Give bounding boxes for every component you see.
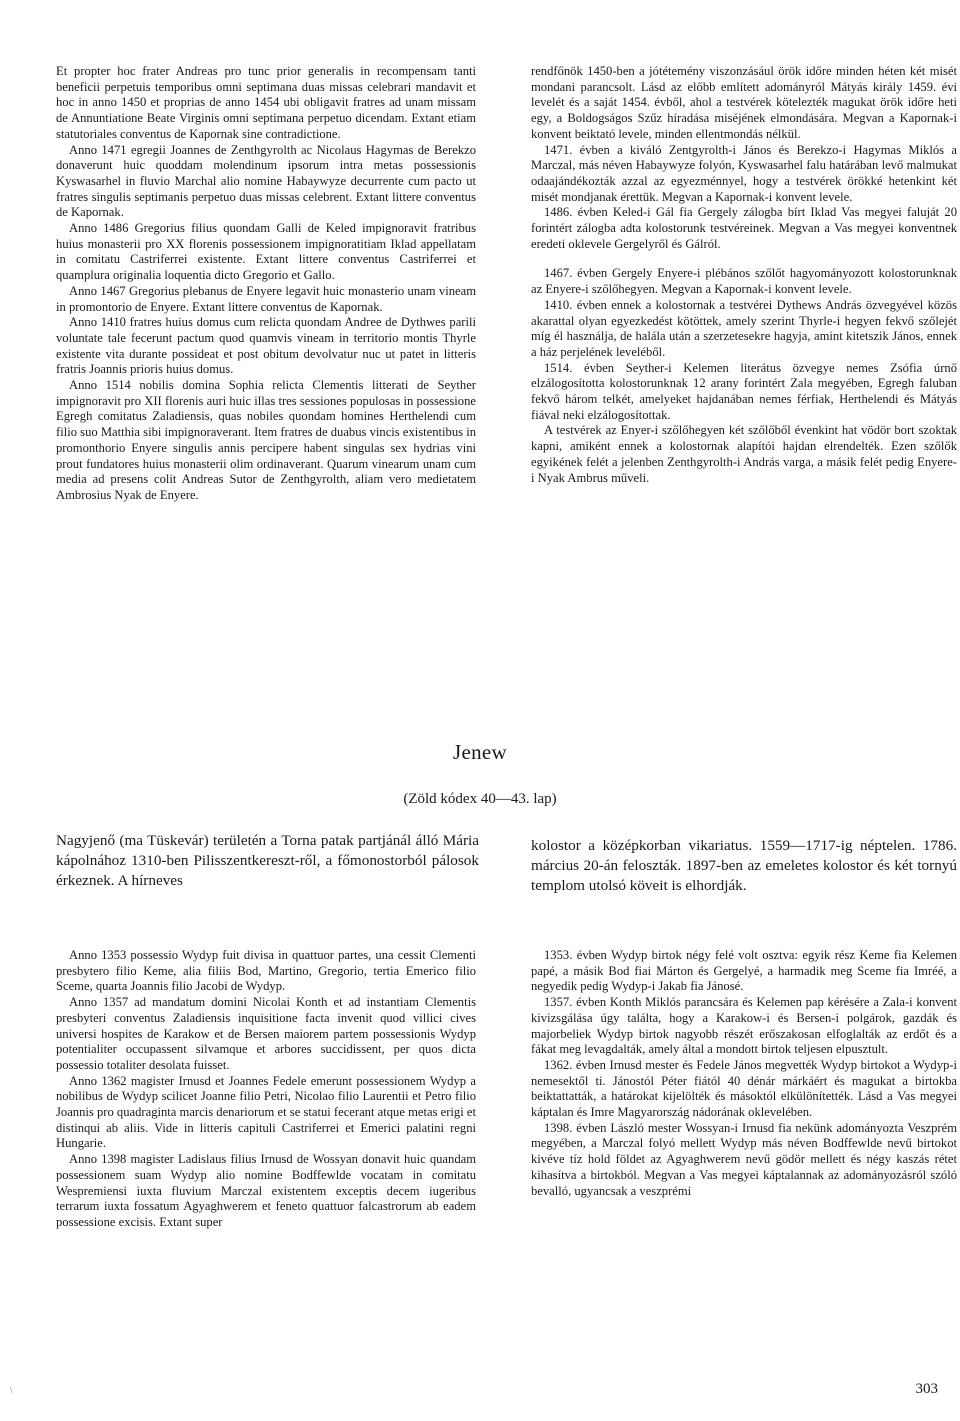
intro-right xyxy=(531,836,957,897)
latin-column-top xyxy=(56,64,476,504)
latin-paragraph: Anno 1410 fratres huius domus cum relicta quondam Andree de Dythwes parili voluntate tale fecerunt pactum quod quamvis vineam in territorio montis Thyrle existente vita durante possideat et post obitum devolvatur nuc ut patet in litteris fratris Joannis prioris huius domus. xyxy=(56,315,476,377)
hungarian-paragraph: 1357. évben Konth Miklós parancsára és Kelemen pap kérésére a Zala-i konvent kivizsgálása úgy találta, hogy a Karakow-i és Bersen-i polgárok, gazdák és majorbeliek Wydyp birtok nagyobb részét erőszakosan elfoglalták az erdőt és a fákat meg levagdalták, amely által a mondott birtok teljesen elpusztult. xyxy=(531,995,957,1057)
hungarian-paragraph: 1410. évben ennek a kolostornak a testvérei Dythews András özvegyével közös akarattal olyan egyezkedést kötöttek, amely szerint Thyrle-i hegyen fekvő szőlejét míg él használja, de halála után a szerzetesekre hagyja, amint kitetszik János, ennek a ház perjelének leveléből. xyxy=(531,297,957,359)
latin-paragraph: Anno 1486 Gregorius filius quondam Galli de Keled impignoravit fratribus huius monasterii pro XX florenis possessionem impignoratitiam Iklad appellatam in comitatu Castriferrei existente. Extant littere conventus Castriferrei et quamplura originalia loquentia dicto Gregorio et Gallo. xyxy=(56,221,476,283)
latin-paragraph: Anno 1357 ad mandatum domini Nicolai Konth et ad instantiam Clementis presbyteri conventus Zaladiensis inquisitione facta invenit quod villici cives universi hospites de Karakow et de Bersen maiorem partem possessionis Wydyp potentialiter occupassent silvamque et arbores succidissent, per quos dicta possessio totaliter desolata fuisset. xyxy=(56,995,476,1072)
hungarian-paragraph: A testvérek az Enyer-i szőlőhegyen két szőlőből évenkint hat vödör bort szoktak kapni, amiként ennek a kolostornak alapítói hajdan elrendelték. Ezen szőlők egyikének felét a jelenben Zenthgyrolth-i András varga, a másik felét pedig Enyere-i Nyak Ambrus műveli. xyxy=(531,423,957,485)
intro-left-text: Nagyjenő (ma Tüskevár) területén a Torna patak partjánál álló Mária kápolnához 1310-ben Pilisszentkereszt-ről, a főmonostorból pálosok érkeznek. A hírneves xyxy=(56,832,479,890)
hungarian-paragraph: 1362. évben Irnusd mester és Fedele János megvették Wydyp birtokot a Wydyp-i nemesektől ti. Jánostól Péter fiától 40 dénár márkáért és magukat a birtokba beiktattatták, a határokat kijelölték és másoktól elkülönítették. Lásd a Vas megyei káptalan és Imre Magyarország nádorának oklevelében. xyxy=(531,1057,957,1120)
section-subtitle: (Zöld kódex 40—43. lap) xyxy=(403,791,557,807)
hungarian-column-top xyxy=(531,64,957,486)
latin-paragraph: Anno 1514 nobilis domina Sophia relicta Clementis litterati de Seyther impignoravit pro XII florenis auri huic illas tres sessiones populosas in possessione Egregh comitatus Zaladiensis, quas nobiles quondam homines Herthelendi cum filio suo Matthia sibi impignoraverant. Item fratres de duabus vincis existentibus in promonthorio Enyere singulis annis percipere habent singulas sex hydrias vini prout fundatores huius monasterii olim ordinaverant. Quarum vinearum unam cum media ad presens colit Andreas Sutor de Zenthgyrolth, aliam vero medietatem Ambrosius Nyak de Enyere. xyxy=(56,378,476,502)
hungarian-paragraph: 1471. évben a kiváló Zentgyrolth-i János és Berekzo-i Hagymas Miklós a Marczal, más néven Habaywyze folyón, Kyswasarhel falu határában levő malmukat odaajándékozták azzal az egyezménnyel, hogy a testvérek örökké hetenkint két misét mondjanak érettük. Megvan a Kapornak-i konvent levele. xyxy=(531,142,957,204)
latin-paragraph: Anno 1467 Gregorius plebanus de Enyere legavit huic monasterio unam vineam in promontorio de Enyere. Extant littere conventus de Kapornak. xyxy=(56,283,476,314)
latin-paragraph: Anno 1471 egregii Joannes de Zenthgyrolth ac Nicolaus Hagymas de Berekzo donaverunt huic quoddam molendinum ipsorum intra metas possessionis Kyswasarhel in fluvio Marchal alio nomine Habaywyze decurrente cum pacto ut fratres singulis septimanis perpetuo duas missas celebrent. Extant littere conventus de Kapornak. xyxy=(56,142,476,220)
latin-paragraph: Anno 1398 magister Ladislaus filius Irnusd de Wossyan donavit huic quandam possessionem suam Wydyp alio nomine Bodffewlde vocatam in comitatu Wespremiensi iuxta fluvium Marczal existentem exceptis decem iugeribus terrarum iuxta fossatum Agyaghwerem et feneto quattuor falcastrorum ab eadem possessione excisis. Extant super xyxy=(56,1152,476,1229)
latin-paragraph: Anno 1362 magister Irnusd et Joannes Fedele emerunt possessionem Wydyp a nobilibus de Wydyp scilicet Joanne filio Petri, Nicolao filio Laurentii et Petro filio Joannis pro quadraginta marcis denariorum et se statui fecerant atque metas erigi et distinqui ab aliis. Vide in litteris capituli Castriferrei et Emerici palatini regni Hungarie. xyxy=(56,1073,476,1151)
hungarian-paragraph: 1514. évben Seyther-i Kelemen literátus özvegye nemes Zsófia úrnő elzálogosította kolostorunknak 12 arany forintért Zala megyében, Egregh faluban fekvő három telkét, amelyeket hajdanában nemes férfiak, Herthelendi és Mátyás fiával neki elzálogosítottak. xyxy=(531,360,957,422)
hungarian-paragraph: 1353. évben Wydyp birtok négy felé volt osztva: egyik rész Keme fia Kelemen papé, a másik Bod fiai Márton és Gergelyé, a harmadik meg Sceme fia Imréé, a negyedik pedig Wydyp-i Jakab fia Jánosé. xyxy=(531,948,957,994)
section-title: Jenew xyxy=(453,740,507,764)
intro-right-text: kolostor a középkorban vikariatus. 1559—1717-ig néptelen. 1786. március 20-án feloszták. 1897-ben az emeletes kolostor és két tornyú templom utolsó köveit is elhordják. xyxy=(531,837,957,895)
latin-column-bottom xyxy=(56,948,476,1231)
hungarian-paragraph: 1486. évben Keled-i Gál fia Gergely zálogba bírt Iklad Vas megyei faluját 20 forintért zálogba adta kolostorunk testvéreinek. Megvan a Vas megyei konventnek eredeti oklevele Gergelyről és Gálról. xyxy=(531,205,957,251)
intro-left xyxy=(56,831,479,892)
hungarian-paragraph: rendfőnök 1450-ben a jótétemény viszonzásául örök időre minden héten két misét mondani parancsolt. Lásd az előbb említett adományról Mátyás király 1459. évi levelét és a saját 1454. évből, ahol a testvérek kötelezték magukat örök időre heti egy, a Boldogságos Szűz híradása miséjének elmondására. Megvan a Kapornak-i konvent beiktató levele, minden ellentmondás nélkül. xyxy=(531,64,957,141)
hungarian-paragraph: 1398. évben László mester Wossyan-i Irnusd fia nekünk adományozta Veszprém megyében, a Marczal folyó mellett Wydyp más néven Bodffewlde nevű birtokot kivéve tíz hold földet az Agyaghwerem nevű gödör mellett és négy kaszás rétet kihasítva a birtokból. Megvan a Vas megyei káptalannak az adományozásról szóló bevalló, ugyancsak a veszprémi xyxy=(531,1120,957,1198)
hungarian-column-bottom xyxy=(531,948,957,1199)
latin-paragraph: Et propter hoc frater Andreas pro tunc prior generalis in recompensam tanti beneficii perpetuis temporibus omni septimana duas missas celebrari mandavit et hoc in anno 1450 et proprias de anno 1454 ubi obligavit fratres ad unam missam de Annuntiatione Beate Virginis omni septimana perpetuo dicendam. Extant etiam statutoriales conventus de Kapornak sine contradictione. xyxy=(56,64,476,141)
margin-mark: \ xyxy=(10,1385,13,1395)
hungarian-paragraph: 1467. évben Gergely Enyere-i plébános szőlőt hagyományozott kolostorunknak az Enyere-i szőlőhegyen. Megvan a Kapornak-i konvent levele. xyxy=(531,266,957,297)
page-number: 303 xyxy=(915,1381,938,1397)
latin-paragraph: Anno 1353 possessio Wydyp fuit divisa in quattuor partes, una cessit Clementi presbytero filio Keme, alia filiis Bod, Martino, Gregorio, tertia Emerico filio Sceme, quarta Joannis filio Jacobi de Wydyp. xyxy=(56,948,476,994)
